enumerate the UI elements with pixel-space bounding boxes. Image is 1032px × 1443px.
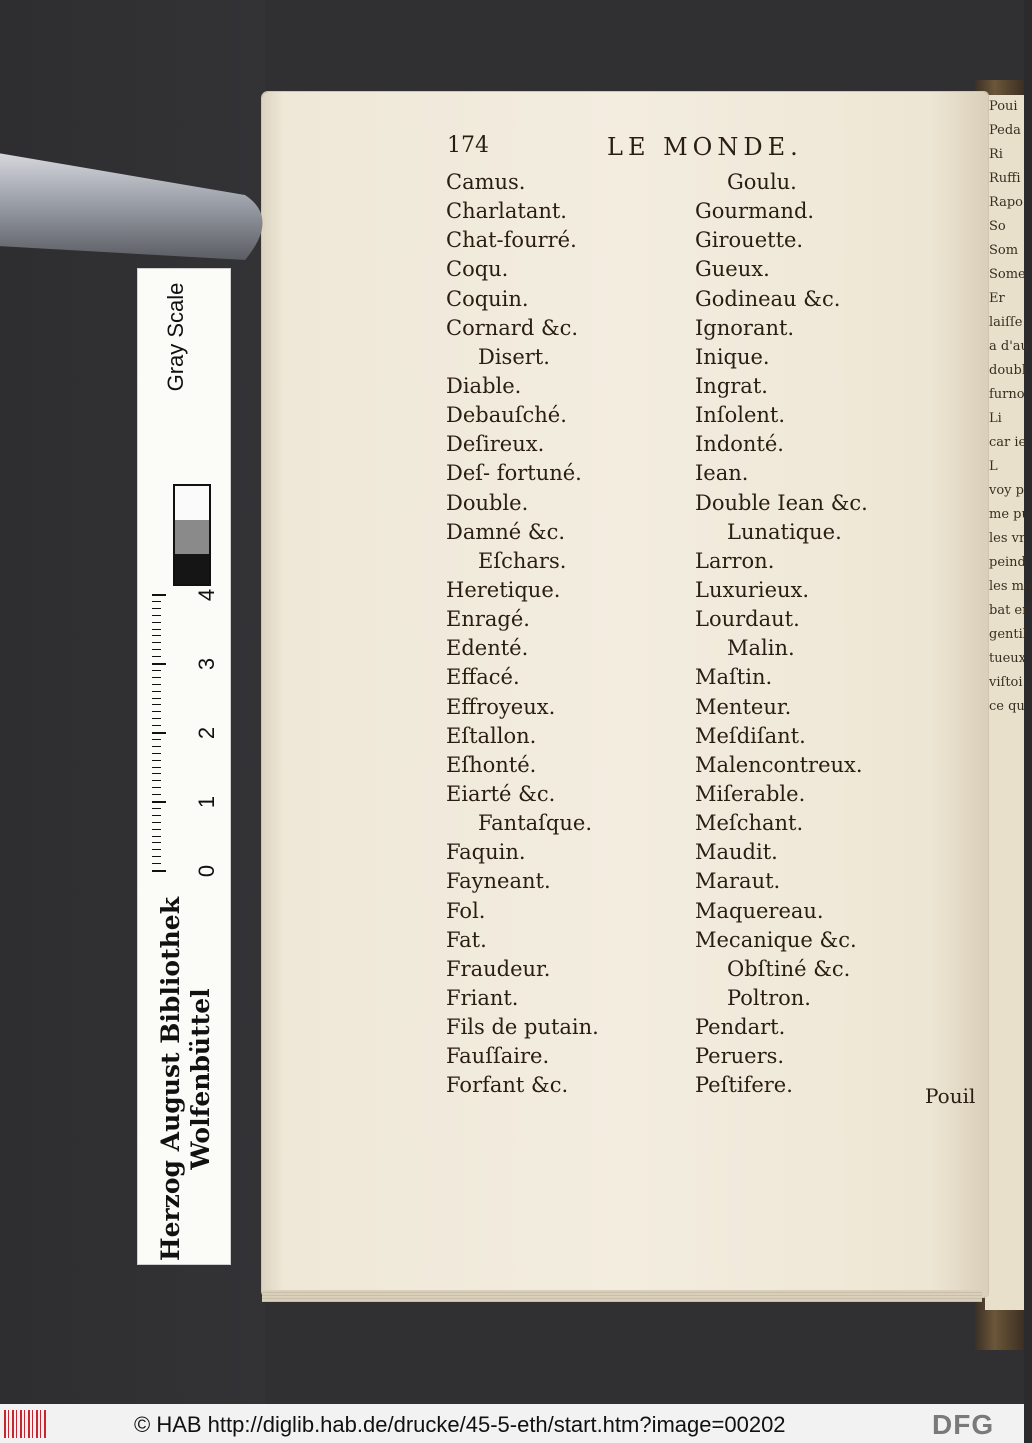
facing-page-fragment: voy p	[989, 483, 1024, 498]
word-entry: Malin.	[727, 636, 795, 661]
facing-page-fragment: me pu	[989, 507, 1030, 522]
word-entry: Coquin.	[446, 286, 529, 311]
ruler-tick	[152, 670, 161, 671]
word-entry: Deſireux.	[446, 432, 545, 457]
ruler-scale	[152, 588, 222, 894]
facing-page-fragment: Rapo	[989, 195, 1023, 210]
word-entry: Damné &c.	[446, 519, 566, 544]
word-entry: Obſtiné &c.	[727, 956, 851, 981]
word-entry: Enragé.	[446, 607, 530, 632]
word-entry: Maraut.	[695, 869, 781, 894]
copyright-link[interactable]: © HAB http://diglib.hab.de/drucke/45-5-eth/start.htm?image=00202	[134, 1412, 786, 1437]
word-entry: Ingrat.	[695, 373, 768, 398]
ruler-tick	[152, 773, 161, 774]
ruler-tick	[152, 836, 161, 837]
facing-page-fragment: laiſſe	[989, 315, 1023, 330]
ruler-tick	[152, 767, 161, 768]
ruler-numeral: 4	[194, 588, 219, 602]
word-entry: Deſ- fortuné.	[446, 461, 582, 486]
left-word-column	[446, 168, 599, 1101]
word-entry: Fayneant.	[446, 869, 551, 894]
facing-page-fragment: les vr	[989, 531, 1026, 546]
word-entry: Malencontreux.	[695, 752, 863, 777]
word-entry: Maudit.	[695, 840, 778, 865]
facing-page-fragment: Li	[989, 411, 1002, 426]
ruler-tick	[152, 601, 161, 602]
ruler-tick	[152, 718, 161, 719]
ruler-tick	[152, 629, 161, 630]
ruler-tick	[152, 677, 161, 678]
facing-page-fragment: tueux	[989, 651, 1026, 666]
ruler-tick	[152, 635, 161, 636]
word-entry: Luxurieux.	[695, 577, 810, 602]
word-entry: Fat.	[446, 927, 487, 952]
word-entry: Effacé.	[446, 665, 520, 690]
word-entry: Chat-fourré.	[446, 228, 577, 253]
facing-page-fragment: Some	[989, 267, 1026, 282]
word-entry: Pendart.	[695, 1015, 786, 1040]
ruler-tick	[152, 753, 161, 754]
word-entry: Disert.	[478, 344, 550, 369]
word-entry: Larron.	[695, 548, 775, 573]
word-entry: Girouette.	[695, 228, 804, 253]
word-entry: Cornard &c.	[446, 315, 579, 340]
word-entry: Meſdiſant.	[695, 723, 806, 748]
ruler-tick	[152, 842, 161, 843]
ruler-numeral: 0	[194, 864, 219, 878]
word-entry: Edenté.	[446, 636, 529, 661]
ruler-tick	[152, 870, 166, 872]
ruler-tick	[152, 663, 166, 665]
scale-ruler	[137, 268, 231, 1265]
facing-page-fragment: L	[989, 459, 998, 474]
facing-page-fragment: les me	[989, 579, 1032, 594]
facing-page-fragment: So	[989, 219, 1006, 234]
viewer-footer	[0, 1404, 1024, 1443]
ruler-tick	[152, 829, 161, 830]
word-entry: Inſolent.	[695, 403, 786, 428]
word-entry: Eſtallon.	[446, 723, 537, 748]
word-entry: Iean.	[695, 461, 749, 486]
word-entry: Eſhonté.	[446, 752, 537, 777]
word-entry: Eſchars.	[478, 548, 567, 573]
word-entry: Gourmand.	[695, 199, 815, 224]
word-entry: Indonté.	[695, 432, 784, 457]
word-entry: Eiarté &c.	[446, 781, 556, 806]
facing-page-fragment: gentil	[989, 627, 1027, 642]
word-entry: Inique.	[695, 344, 770, 369]
word-entry: Menteur.	[695, 694, 792, 719]
ruler-tick	[152, 787, 161, 788]
ruler-tick	[152, 615, 161, 616]
institution-label: Herzog August Bibliothek Wolfenbüttel	[156, 896, 215, 1262]
ruler-numeral: 1	[194, 795, 219, 809]
facing-page-fragment: furno	[989, 387, 1025, 402]
word-entry: Gueux.	[695, 257, 770, 282]
word-entry: Maſtin.	[695, 665, 773, 690]
word-entry: Ignorant.	[695, 315, 795, 340]
word-entry: Miſerable.	[695, 781, 806, 806]
facing-page-fragment: viſtoi	[989, 675, 1023, 690]
ruler-tick	[152, 725, 161, 726]
gray-scale-label: Gray Scale	[163, 282, 188, 392]
word-entry: Faquin.	[446, 840, 526, 865]
word-entry: Maquereau.	[695, 898, 824, 923]
library-barcode-icon	[4, 1410, 48, 1438]
ruler-numeral: 2	[194, 726, 219, 740]
right-word-column	[695, 168, 868, 1101]
word-entry: Mecanique &c.	[695, 927, 857, 952]
word-entry: Goulu.	[727, 170, 797, 194]
running-title: LE MONDE.	[607, 133, 803, 161]
ruler-tick	[152, 801, 166, 803]
ruler-tick	[152, 622, 161, 623]
word-entry: Coqu.	[446, 257, 509, 282]
ruler-tick	[152, 746, 161, 747]
ruler-tick	[152, 649, 161, 650]
facing-page-fragment: Som	[989, 243, 1019, 258]
word-entry: Fraudeur.	[446, 956, 551, 981]
ruler-tick	[152, 822, 161, 823]
ruler-tick	[152, 739, 161, 740]
facing-page-fragment: car ie	[989, 435, 1027, 450]
word-entry: Peſtifere.	[695, 1073, 793, 1098]
ruler-tick	[152, 732, 166, 734]
facing-page-fragment: Ruffi	[989, 171, 1021, 186]
word-entry: Effroyeux.	[446, 694, 556, 719]
word-entry: Double.	[446, 490, 529, 515]
page-edges	[262, 1290, 982, 1302]
facing-page-fragment: ce qu'	[989, 699, 1029, 714]
ruler-tick	[152, 849, 161, 850]
ruler-tick	[152, 794, 161, 795]
catchword: Pouil	[925, 1084, 976, 1108]
facing-page-fragment: bat er	[989, 603, 1029, 618]
word-entry: Fils de putain.	[446, 1015, 599, 1040]
facing-page-fragment: Poui	[989, 99, 1018, 114]
facing-page-fragment: Peda	[989, 123, 1021, 138]
gray-scale-swatch	[173, 484, 211, 586]
facing-page	[985, 95, 1032, 1310]
word-entry: Friant.	[446, 985, 519, 1010]
word-entry: Meſchant.	[695, 811, 804, 836]
page-holder-blade	[0, 150, 280, 250]
word-entry: Fol.	[446, 898, 486, 923]
facing-page-fragment: doubl	[989, 363, 1027, 378]
ruler-tick	[152, 760, 161, 761]
ruler-numeral: 3	[194, 657, 219, 671]
facing-page-fragment: peind	[989, 555, 1026, 570]
word-entry: Forfant &c.	[446, 1073, 569, 1098]
ruler-tick	[152, 815, 161, 816]
ruler-tick	[152, 684, 161, 685]
facing-page-fragment: Ri	[989, 147, 1003, 162]
word-entry: Diable.	[446, 373, 522, 398]
ruler-tick	[152, 711, 161, 712]
word-entry: Peruers.	[695, 1044, 785, 1069]
book-page	[262, 92, 988, 1297]
ruler-tick	[152, 656, 161, 657]
word-entry: Poltron.	[727, 985, 811, 1010]
word-entry: Debauſché.	[446, 403, 567, 428]
facing-page-fragment: a d'au	[989, 339, 1029, 354]
ruler-tick	[152, 780, 161, 781]
facing-page-fragment: Er	[989, 291, 1005, 306]
word-entry: Camus.	[446, 170, 526, 194]
ruler-tick	[152, 863, 161, 864]
ruler-tick	[152, 608, 161, 609]
word-entry: Godineau &c.	[695, 286, 841, 311]
dfg-logo: DFG	[932, 1409, 995, 1440]
word-entry: Charlatant.	[446, 199, 567, 224]
word-entry: Heretique.	[446, 577, 561, 602]
word-entry: Lunatique.	[727, 519, 842, 544]
word-entry: Lourdaut.	[695, 607, 800, 632]
ruler-tick	[152, 642, 161, 643]
word-entry: Double Iean &c.	[695, 490, 868, 515]
ruler-tick	[152, 704, 161, 705]
word-entry: Fauſſaire.	[446, 1044, 550, 1069]
ruler-tick	[152, 691, 161, 692]
ruler-tick	[152, 808, 161, 809]
ruler-tick	[152, 856, 161, 857]
ruler-tick	[152, 698, 161, 699]
page-number: 174	[447, 133, 489, 158]
word-entry: Fantaſque.	[478, 811, 592, 836]
ruler-tick	[152, 594, 166, 596]
